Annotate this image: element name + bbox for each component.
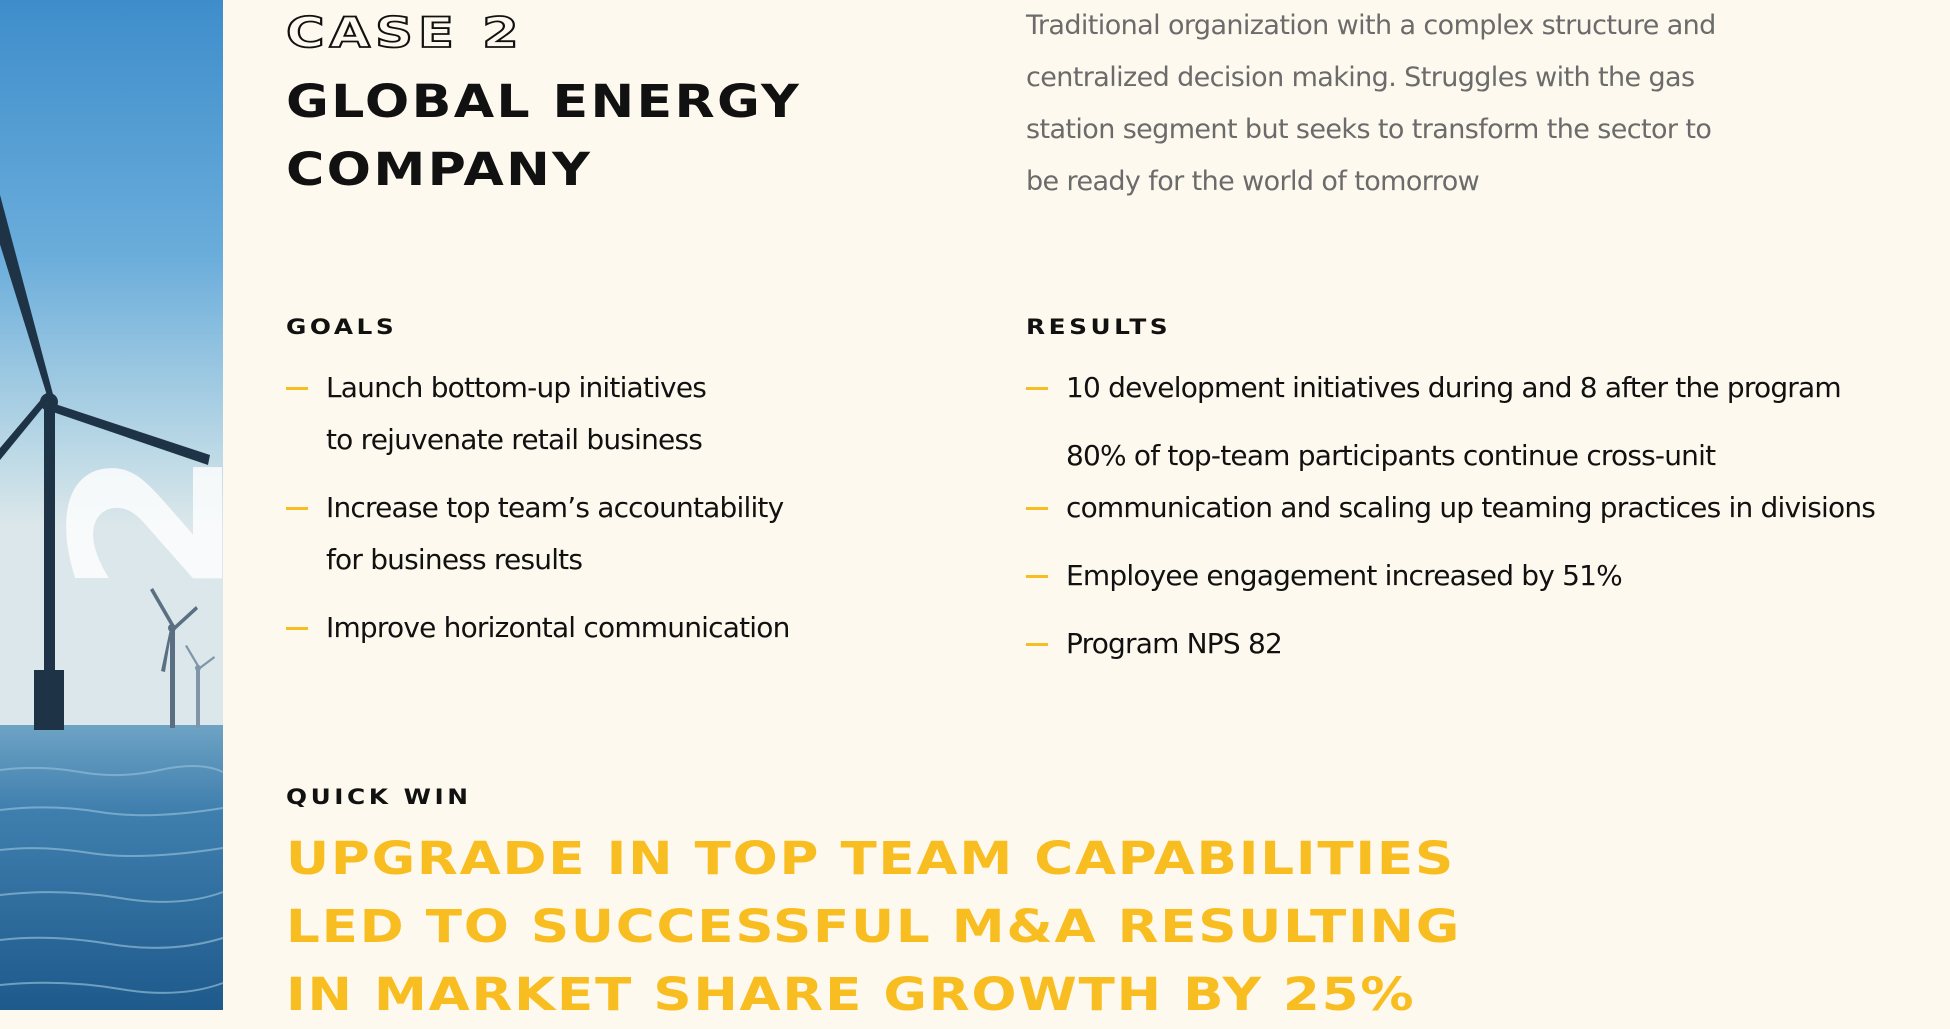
case-number-watermark: 2 xyxy=(27,448,272,595)
intro-line: station segment but seeks to transform the sector to xyxy=(1026,114,1712,145)
goals-heading: GOALS xyxy=(286,315,398,339)
goal-text: Launch bottom-up initiatives xyxy=(326,371,707,404)
wind-turbine-photo xyxy=(0,0,272,1010)
company-title-line: COMPANY xyxy=(286,143,593,196)
case-label: CASE 2 xyxy=(286,8,524,57)
goal-item xyxy=(286,602,986,654)
intro-line: centralized decision making. Struggles with the gas xyxy=(1026,62,1695,93)
quick-win-heading: QUICK WIN xyxy=(286,785,472,809)
dash-bullet-icon xyxy=(1026,575,1048,578)
dash-bullet-icon xyxy=(1026,387,1048,390)
quick-win-line: IN MARKET SHARE GROWTH BY 25% xyxy=(286,968,1416,1021)
dash-bullet-icon xyxy=(286,627,308,630)
quick-win-statement xyxy=(286,825,1820,1029)
result-item xyxy=(1026,550,1946,602)
goal-text: to rejuvenate retail business xyxy=(326,423,703,456)
intro-description xyxy=(1026,0,1886,208)
result-text: communication and scaling up teaming practices in divisions xyxy=(1066,491,1876,524)
results-list xyxy=(1026,362,1946,670)
goal-text: Increase top team’s accountability xyxy=(326,491,784,524)
dash-bullet-icon xyxy=(286,507,308,510)
goal-item xyxy=(286,482,986,586)
goals-list xyxy=(286,362,986,654)
result-text: 80% of top-team participants continue cross-unit xyxy=(1066,439,1716,472)
goal-text: Improve horizontal communication xyxy=(326,611,790,644)
result-text: Employee engagement increased by 51% xyxy=(1066,559,1622,592)
company-title-line: GLOBAL ENERGY xyxy=(286,75,802,128)
results-heading: RESULTS xyxy=(1026,315,1172,339)
result-text: 10 development initiatives during and 8 after the program xyxy=(1066,371,1841,404)
result-item xyxy=(1026,430,1946,534)
intro-line: Traditional organization with a complex structure and xyxy=(1026,10,1716,41)
dash-bullet-icon xyxy=(1026,507,1048,510)
result-item xyxy=(1026,618,1946,670)
intro-line: be ready for the world of tomorrow xyxy=(1026,166,1480,197)
dash-bullet-icon xyxy=(1026,643,1048,646)
result-item xyxy=(1026,362,1946,414)
quick-win-line: LED TO SUCCESSFUL M&A RESULTING xyxy=(286,900,1462,953)
goal-item xyxy=(286,362,986,466)
dash-bullet-icon xyxy=(286,387,308,390)
goal-text: for business results xyxy=(326,543,583,576)
company-title xyxy=(286,68,936,204)
quick-win-line: UPGRADE IN TOP TEAM CAPABILITIES xyxy=(286,832,1455,885)
result-text: Program NPS 82 xyxy=(1066,627,1282,660)
